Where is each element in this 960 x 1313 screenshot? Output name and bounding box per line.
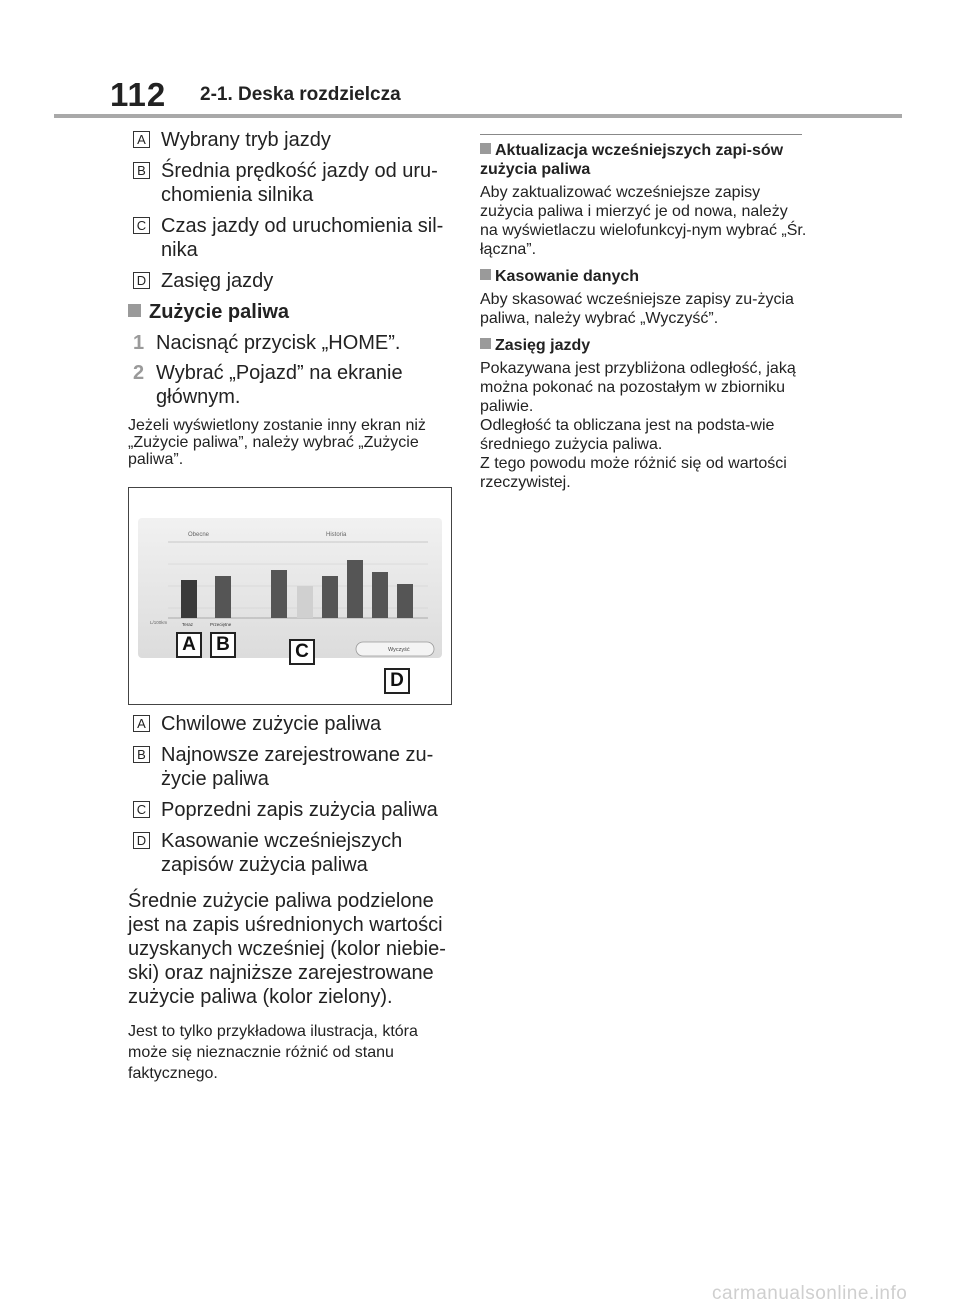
subheading-text: Zużycie paliwa [149,301,290,323]
subheading-fuel [128,300,458,324]
list-item [128,214,458,262]
label-badge: A [133,715,150,732]
bar-history [297,586,313,618]
step-item [128,361,458,409]
step-number: 2 [133,362,145,384]
subheading-update [480,141,808,179]
watermark: carmanualsonline.info [712,1283,908,1304]
square-bullet-icon [128,304,141,317]
label-badge: D [133,272,150,289]
list-item-text: Zasięg jazdy [161,270,274,292]
label-badge: C [133,801,150,818]
square-bullet-icon [480,269,491,280]
callout-d: D [384,668,410,694]
page-header [0,0,960,120]
list-item [128,128,458,152]
section-text: Pokazywana jest przybliżona odległość, jaką można pokonać na pozostałym w zbiorniku paliwie. [480,360,796,415]
step-number: 1 [133,332,145,354]
fuel-screen-illustration [128,487,452,705]
right-column [480,134,808,500]
label-badge: D [133,832,150,849]
list-item-text: Chwilowe zużycie paliwa [161,713,382,735]
subheading-text: Aktualizacja wcześniejszych zapi-sów zużycia paliwa [480,142,784,178]
clear-button-label: Wyczyść [388,647,410,653]
section-text: Aby skasować wcześniejsze zapisy zu-życia paliwa, należy wybrać „Wyczyść”. [480,291,794,327]
square-bullet-icon [480,338,491,349]
list-item-text: Wybrany tryb jazdy [161,129,331,151]
tab-current: Obecne [188,532,210,538]
bar-history [397,584,413,618]
bar-history [271,570,287,618]
subheading-range [480,336,808,355]
callout-c: C [289,639,315,665]
bar-average [215,576,231,618]
bar-history [347,560,363,618]
list-item [128,743,458,791]
callout-a: A [176,632,202,658]
subheading-text: Kasowanie danych [495,268,640,285]
page-number: 112 [110,76,167,113]
list-item [128,159,458,207]
section-text: Odległość ta obliczana jest na podsta-wie średniego zużycia paliwa. [480,417,775,453]
bar-history [372,572,388,618]
step-text: Nacisnąć przycisk „HOME”. [156,332,401,354]
header-rule [54,114,902,118]
label-badge: C [133,217,150,234]
label-badge: B [133,162,150,179]
unit-label: L/100km [150,620,168,625]
list-item [128,269,458,293]
step-item [128,331,458,355]
label-now: Teraz [182,622,194,627]
list-item-text: Najnowsze zarejestrowane zu-życie paliwa [161,744,434,790]
list-item [128,829,458,877]
body-paragraph: Średnie zużycie paliwa podzielone jest na zapis uśrednionych wartości uzyskanych wcześniej (kolor niebie-ski) oraz najniższe zarejestrowane zużycie paliwa (kolor zielony). [128,890,446,1008]
list-item-text: Poprzedni zapis zużycia paliwa [161,799,438,821]
list-item-text: Kasowanie wcześniejszych zapisów zużycia paliwa [161,830,403,876]
section-title: 2-1. Deska rozdzielcza [200,84,401,105]
illustration-note: Jest to tylko przykładowa ilustracja, która może się nieznacznie różnić od stanu faktycznego. [128,1023,418,1082]
list-item [128,798,458,822]
square-bullet-icon [480,143,491,154]
label-badge: A [133,131,150,148]
step-text: Wybrać „Pojazd” na ekranie głównym. [156,362,403,408]
tab-history: Historia [326,532,347,538]
right-rule [480,134,802,135]
left-column-top [128,128,458,468]
section-text: Aby zaktualizować wcześniejsze zapisy zużycia paliwa i mierzyć je od nowa, należy na wyświetlaczu wielofunkcyj-nym wybrać „Śr. łączna”. [480,184,807,258]
list-item-text: Średnia prędkość jazdy od uru-chomienia silnika [161,160,438,206]
bar-history [322,576,338,618]
list-item-text: Czas jazdy od uruchomienia sil-nika [161,215,444,261]
left-column-bottom [128,712,458,1084]
label-badge: B [133,746,150,763]
callout-b: B [210,632,236,658]
subheading-text: Zasięg jazdy [495,337,591,354]
subheading-clear [480,267,808,286]
bar-now [181,580,197,618]
label-average: Przeciętne [210,622,232,627]
note-text: Jeżeli wyświetlony zostanie inny ekran niż „Zużycie paliwa”, należy wybrać „Zużycie paliwa”. [128,417,426,468]
section-text: Z tego powodu może różnić się od wartości rzeczywistej. [480,455,787,491]
list-item [128,712,458,736]
